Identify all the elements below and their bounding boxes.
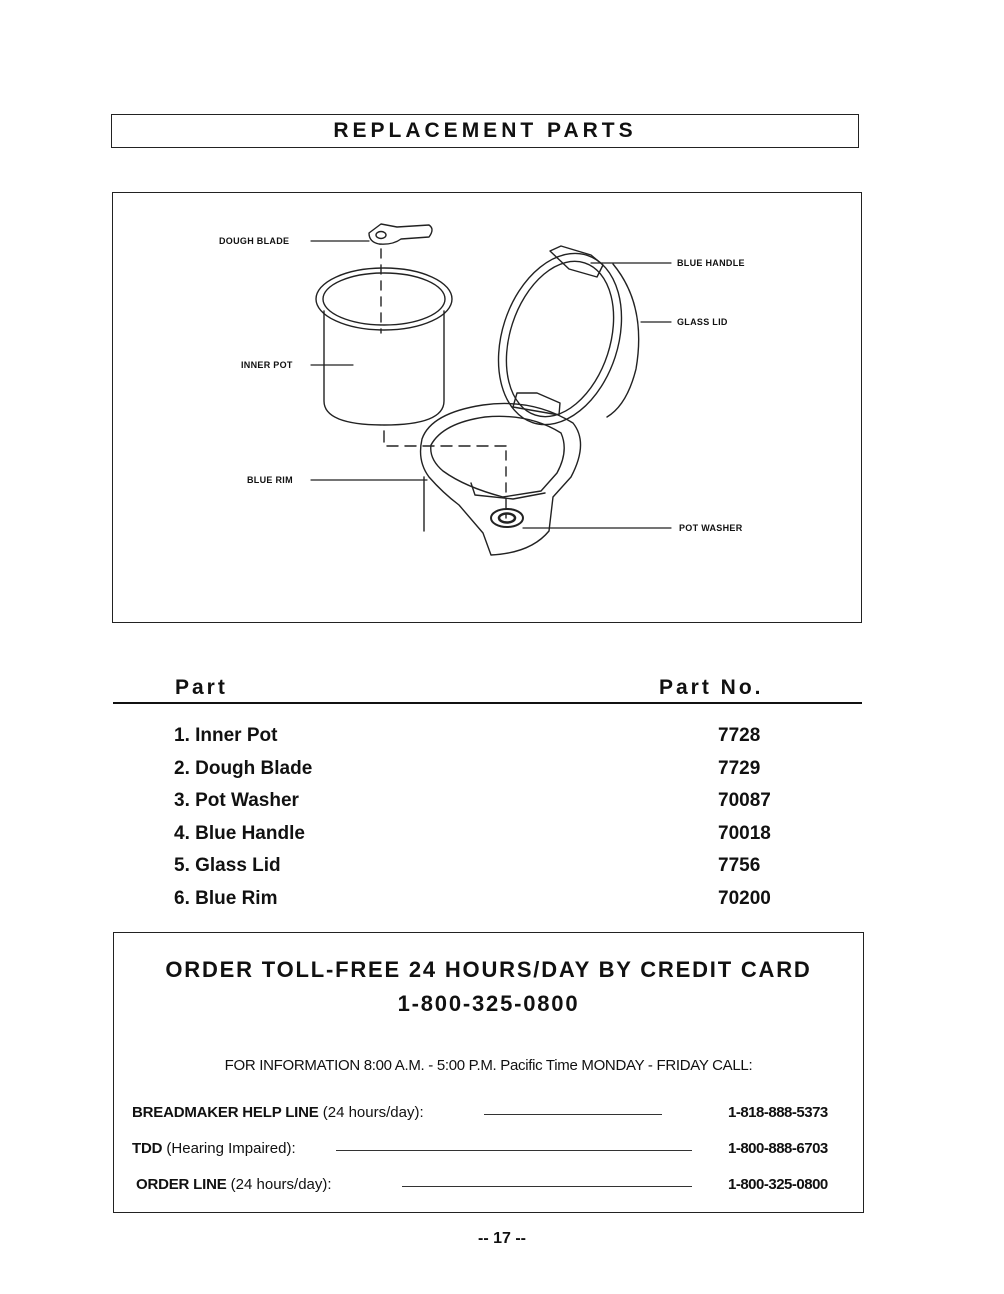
pan-base-drawing — [421, 403, 581, 555]
part-name: 1. Inner Pot — [174, 725, 278, 746]
parts-table-header — [113, 672, 862, 704]
table-row — [174, 852, 814, 885]
part-name: 4. Blue Handle — [174, 822, 305, 844]
inner-pot-drawing — [316, 268, 452, 425]
callout-leaders — [311, 241, 671, 528]
order-headline: ORDER TOLL-FREE 24 HOURS/DAY BY CREDIT CARD — [165, 957, 812, 982]
callout-blue-rim: BLUE RIM — [247, 475, 293, 485]
part-number: 7729 — [718, 757, 761, 779]
info-hours: FOR INFORMATION 8:00 A.M. - 5:00 P.M. Pacific Time MONDAY - FRIDAY CALL: — [224, 1057, 753, 1074]
contact-row-order-line — [114, 1176, 863, 1200]
contact-name: BREADMAKER HELP LINE — [132, 1104, 319, 1121]
contact-phone: 1-800-325-0800 — [728, 1176, 828, 1193]
order-info-box — [113, 932, 864, 1213]
table-row — [174, 787, 814, 820]
table-row — [174, 755, 814, 788]
leader-line — [484, 1114, 662, 1115]
glass-lid-drawing — [478, 237, 643, 440]
dough-blade-drawing — [369, 224, 432, 244]
column-header-part: Part — [175, 676, 228, 699]
leader-line — [336, 1150, 692, 1151]
part-name: 2. Dough Blade — [174, 757, 313, 779]
contact-phone: 1-818-888-5373 — [728, 1104, 828, 1121]
part-name: 6. Blue Rim — [174, 887, 278, 909]
contact-label — [136, 1176, 332, 1193]
part-number: 70018 — [718, 822, 771, 844]
contact-label — [132, 1140, 296, 1157]
contact-row-tdd — [114, 1140, 863, 1164]
parts-table — [174, 722, 814, 918]
contact-label — [132, 1104, 424, 1121]
contact-detail: (24 hours/day): — [318, 1104, 424, 1121]
part-name: 5. Glass Lid — [174, 855, 281, 877]
part-name: 3. Pot Washer — [174, 790, 299, 812]
contact-name: TDD — [132, 1140, 163, 1157]
contact-detail: (24 hours/day): — [226, 1176, 332, 1193]
order-phone: 1-800-325-0800 — [397, 991, 580, 1016]
contact-phone: 1-800-888-6703 — [728, 1140, 828, 1157]
callout-pot-washer: POT WASHER — [679, 523, 743, 533]
contact-detail: (Hearing Impaired): — [162, 1140, 296, 1157]
callout-inner-pot: INNER POT — [241, 360, 293, 370]
callout-glass-lid: GLASS LID — [677, 317, 728, 327]
page-number: -- 17 -- — [478, 1230, 526, 1247]
page-title: REPLACEMENT PARTS — [333, 119, 637, 142]
table-row — [174, 820, 814, 853]
column-header-part-no: Part No. — [659, 676, 764, 699]
part-number: 7756 — [718, 855, 761, 877]
callout-blue-handle: BLUE HANDLE — [677, 258, 745, 268]
contact-row-help-line — [114, 1104, 863, 1128]
part-number: 70200 — [718, 887, 771, 909]
parts-diagram — [112, 192, 862, 623]
table-row — [174, 885, 814, 918]
part-number: 70087 — [718, 790, 771, 812]
table-row — [174, 722, 814, 755]
contact-name: ORDER LINE — [136, 1176, 227, 1193]
parts-illustration — [113, 193, 863, 624]
page-title-box — [111, 114, 859, 148]
part-number: 7728 — [718, 725, 761, 746]
leader-line — [402, 1186, 692, 1187]
callout-dough-blade: DOUGH BLADE — [219, 236, 290, 246]
